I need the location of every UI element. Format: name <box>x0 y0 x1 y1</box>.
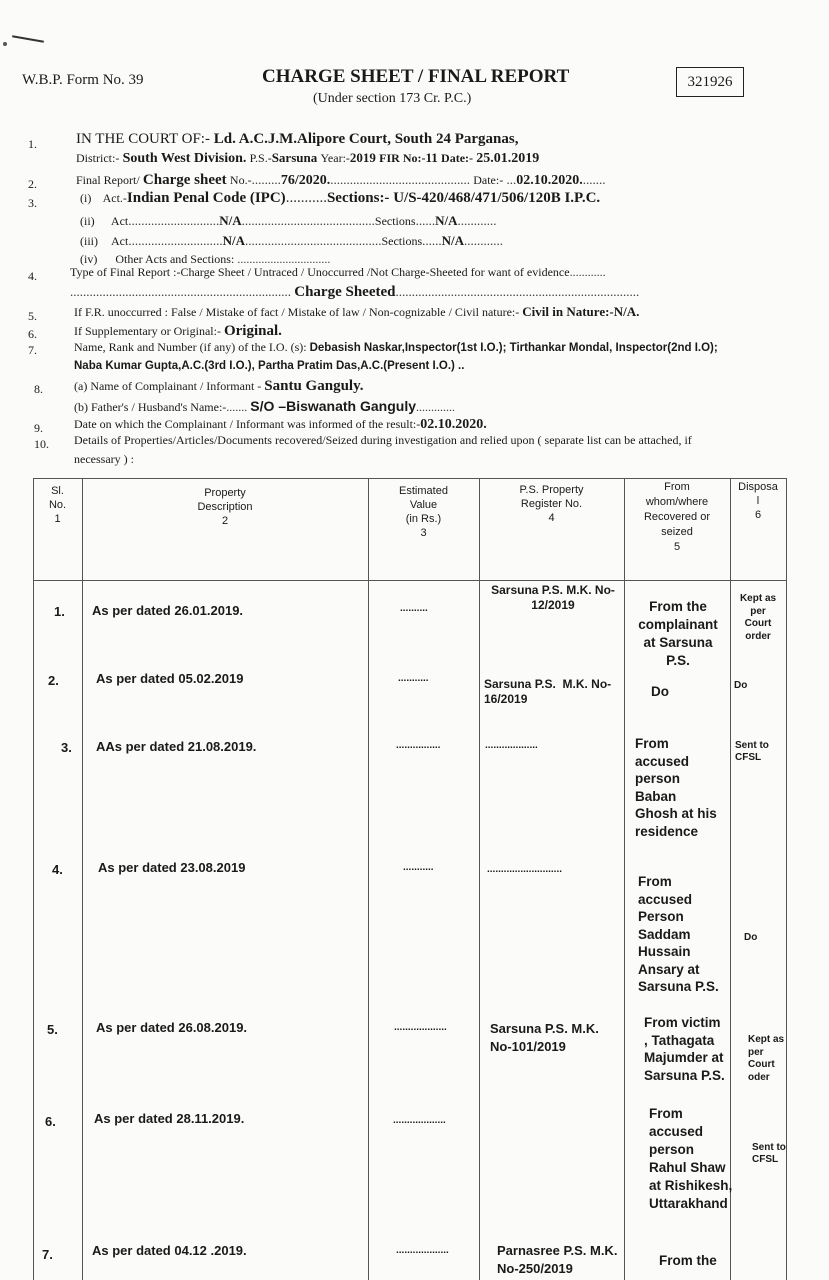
io-value-1: Debasish Naskar,Inspector(1st I.O.); Tirthankar Mondal, Inspector(2nd I.O); <box>309 342 718 354</box>
act-iii-line: (iii) Act.............................N/A..........................................Sections......N/A............ <box>80 233 504 248</box>
year-label: Year:- <box>320 151 350 165</box>
act-ii-prefix: Act <box>110 214 129 228</box>
act-ii-label: (ii) <box>80 214 95 228</box>
header-register-no: P.S. Property Register No. 4 <box>519 484 584 524</box>
fr-value: Civil in Nature:-N/A. <box>522 304 640 319</box>
act-iv-line: (iv) Other Acts and Sections: ............................... <box>80 252 331 266</box>
table-header-border <box>33 580 786 581</box>
header-sl-no: Sl. No. 1 <box>48 485 67 525</box>
fir-value: 11 <box>425 150 438 165</box>
sections-ii-value: N/A <box>435 213 458 228</box>
item-number: 3. <box>28 196 37 210</box>
act-iv-label: (iv) <box>80 252 98 266</box>
header-recovered-from: From whom/where Recovered or seized 5 <box>643 481 711 553</box>
act-i-line: (i) Act.-Indian Penal Code (IPC)...........Sections:- U/S-420/468/471/506/120B I.P.C. <box>80 190 601 206</box>
type-value: Charge Sheeted <box>294 284 396 300</box>
act-i-value: Indian Penal Code (IPC) <box>126 190 286 206</box>
act-i-label: (i) <box>80 191 92 205</box>
fir-label: FIR No:- <box>379 151 426 165</box>
document-subtitle: (Under section 173 Cr. P.C.) <box>313 91 472 106</box>
item-number: 4. <box>28 269 37 283</box>
type-line: Type of Final Report :-Charge Sheet / Untraced / Unoccurred /Not Charge-Sheeted for want of evidence............ <box>70 265 606 279</box>
io-label: Name, Rank and Number (if any) of the I.O. (s): <box>74 340 307 354</box>
item-number: 6. <box>28 327 37 341</box>
no-label: No.- <box>229 173 252 187</box>
result-label: Date on which the Complainant / Informant was informed of the result:- <box>74 417 421 431</box>
row-register: ........................... <box>487 864 563 875</box>
district-value: South West Division. <box>122 151 247 166</box>
row-value: .......... <box>400 603 428 614</box>
sections-ii-label: Sections <box>374 214 416 228</box>
row-sl: 6. <box>45 1114 56 1129</box>
header-property-description: Property Description 2 <box>197 487 253 527</box>
act-ii-value: N/A <box>219 213 242 228</box>
table-col-line <box>624 478 625 1280</box>
complainant-line <box>74 378 364 395</box>
type-label: Type of Final Report :-Charge Sheet / Untraced / Unoccurred /Not Charge-Sheeted for want of evidence <box>70 265 570 279</box>
pen-dot <box>3 42 7 46</box>
row-register: Sarsuna P.S. M.K. No- 12/2019 <box>491 583 615 612</box>
supp-label: If Supplementary or Original:- <box>74 324 221 338</box>
date2-value: 02.10.2020. <box>516 173 583 188</box>
district-label: District:- <box>76 151 120 165</box>
pen-mark <box>12 35 44 43</box>
sections-i-label: Sections:- <box>326 190 390 206</box>
date-label: Date:- <box>441 151 474 165</box>
sections-i-value: U/S-420/468/471/506/120B I.P.C. <box>393 190 601 206</box>
row-description: AAs per dated 21.08.2019. <box>96 739 257 754</box>
row-sl: 4. <box>52 862 63 877</box>
row-from: From accused Person Saddam Hussain Ansary at Sarsuna P.S. <box>638 874 719 994</box>
act-iii-prefix: Act <box>111 234 129 248</box>
row-disposal: Do <box>734 680 748 691</box>
row-sl: 3. <box>61 740 72 755</box>
date-value: 25.01.2019 <box>476 151 540 166</box>
item-number: 5. <box>28 309 37 323</box>
row-sl: 2. <box>48 673 59 688</box>
table-col-line <box>82 478 83 1280</box>
table-col-line <box>786 478 787 1280</box>
row-sl: 5. <box>47 1022 58 1037</box>
court-line <box>76 131 518 148</box>
row-register: Sarsuna P.S. M.K. No-101/2019 <box>490 1021 599 1054</box>
row-value: ................ <box>396 740 441 751</box>
sheet-number-box: 321926 <box>676 67 744 97</box>
table-top-border <box>33 478 786 479</box>
row-register: Sarsuna P.S. M.K. No- 16/2019 <box>484 677 612 706</box>
no-value: 76/2020. <box>280 173 331 188</box>
table-col-line <box>368 478 369 1280</box>
date2-label: Date:- <box>473 173 504 187</box>
item-number: 7. <box>28 343 37 357</box>
type-value-line: .................................................................... Charge Sheeted........................................................................... <box>70 284 640 300</box>
father-label: (b) Father's / Husband's Name:- <box>74 400 227 414</box>
final-report-label: Final Report/ <box>76 173 140 187</box>
row-value: ........... <box>403 862 434 873</box>
result-value: 02.10.2020. <box>420 417 487 432</box>
father-value: S/O –Biswanath Ganguly <box>250 398 416 414</box>
row-value: ................... <box>396 1245 449 1256</box>
district-line <box>76 150 539 167</box>
item-number: 9. <box>34 421 43 435</box>
header-disposal: Disposa l 6 <box>738 481 778 521</box>
fr-label: If F.R. unoccurred : False / Mistake of fact / Mistake of law / Non-cognizable / Civil nature:- <box>74 305 520 319</box>
row-description: As per dated 28.11.2019. <box>94 1111 245 1126</box>
sections-iii-label: Sections <box>381 234 423 248</box>
act-ii-line: (ii) Act............................N/A.........................................Sections......N/A............ <box>80 213 497 228</box>
form-number: W.B.P. Form No. 39 <box>22 72 144 88</box>
charge-sheet-label: Charge sheet <box>142 172 227 188</box>
row-disposal: Sent to CFSL <box>735 740 769 763</box>
item-number: 8. <box>34 382 43 396</box>
supp-line <box>74 323 282 340</box>
row-disposal: Sent to CFSL <box>752 1142 786 1165</box>
supp-value: Original. <box>223 323 282 339</box>
row-from: Do <box>651 684 669 699</box>
details-line-2: necessary ) : <box>74 452 134 466</box>
row-from: From the <box>659 1253 717 1268</box>
father-line: (b) Father's / Husband's Name:-....... S/O –Biswanath Ganguly............. <box>74 398 455 414</box>
row-from: From victim , Tathagata Majumder at Sarsuna P.S. <box>644 1015 725 1083</box>
row-register: Parnasree P.S. M.K. No-250/2019 <box>497 1243 618 1276</box>
details-line-1: Details of Properties/Articles/Documents recovered/Seized during investigation and relied upon ( separate list can be attached, if <box>74 433 692 447</box>
final-report-line: Final Report/ Charge sheet No.-.........76/2020............................................ Date:- ...02.10.2020........ <box>76 172 606 188</box>
table-col-line <box>33 478 34 1280</box>
io-value-2: Naba Kumar Gupta,A.C.(3rd I.O.), Partha Pratim Das,A.C.(Present I.O.) .. <box>74 360 465 372</box>
row-description: As per dated 26.08.2019. <box>96 1020 248 1035</box>
row-disposal: Kept as per Court order <box>739 593 777 642</box>
court-value: Ld. A.C.J.M.Alipore Court, South 24 Parganas, <box>213 131 519 147</box>
row-value: ........... <box>398 673 429 684</box>
act-iii-value: N/A <box>222 233 245 248</box>
row-description: As per dated 04.12 .2019. <box>92 1243 247 1258</box>
row-description: As per dated 05.02.2019 <box>96 671 244 686</box>
row-from: From accused person Rahul Shaw at Rishikesh, Uttarakhand <box>649 1106 733 1211</box>
row-value: ................... <box>394 1022 447 1033</box>
document-title: CHARGE SHEET / FINAL REPORT <box>262 66 570 87</box>
ps-value: Sarsuna <box>271 150 318 165</box>
item-number: 2. <box>28 177 37 191</box>
act-iv-text: Other Acts and Sections: <box>115 252 235 266</box>
row-register: ................... <box>485 740 538 751</box>
io-line-1 <box>74 340 718 355</box>
result-line <box>74 417 487 433</box>
item-number: 10. <box>34 437 49 451</box>
ps-label: P.S.- <box>249 151 272 165</box>
header-estimated-value: Estimated Value (in Rs.) 3 <box>399 485 448 539</box>
complainant-value: Santu Ganguly. <box>264 378 364 394</box>
row-description: As per dated 23.08.2019 <box>98 860 246 875</box>
row-from: From the complainant at Sarsuna P.S. <box>638 599 718 668</box>
table-col-line <box>479 478 480 1280</box>
act-iii-label: (iii) <box>80 234 98 248</box>
row-disposal: Do <box>744 932 758 943</box>
year-value: 2019 <box>349 150 376 165</box>
row-sl: 7. <box>42 1247 53 1262</box>
sections-iii-value: N/A <box>441 233 465 248</box>
row-description: As per dated 26.01.2019. <box>92 603 244 618</box>
row-value: ................... <box>393 1115 446 1126</box>
act-i-prefix: Act.- <box>102 191 127 205</box>
row-sl: 1. <box>54 604 65 619</box>
item-number: 1. <box>28 137 37 151</box>
court-label: IN THE COURT OF:- <box>76 131 210 147</box>
row-disposal: Kept as per Court oder <box>748 1034 785 1083</box>
fr-line <box>74 304 639 320</box>
complainant-label: (a) Name of Complainant / Informant - <box>74 379 262 393</box>
row-from: From accused person Baban Ghosh at his residence <box>635 736 717 839</box>
